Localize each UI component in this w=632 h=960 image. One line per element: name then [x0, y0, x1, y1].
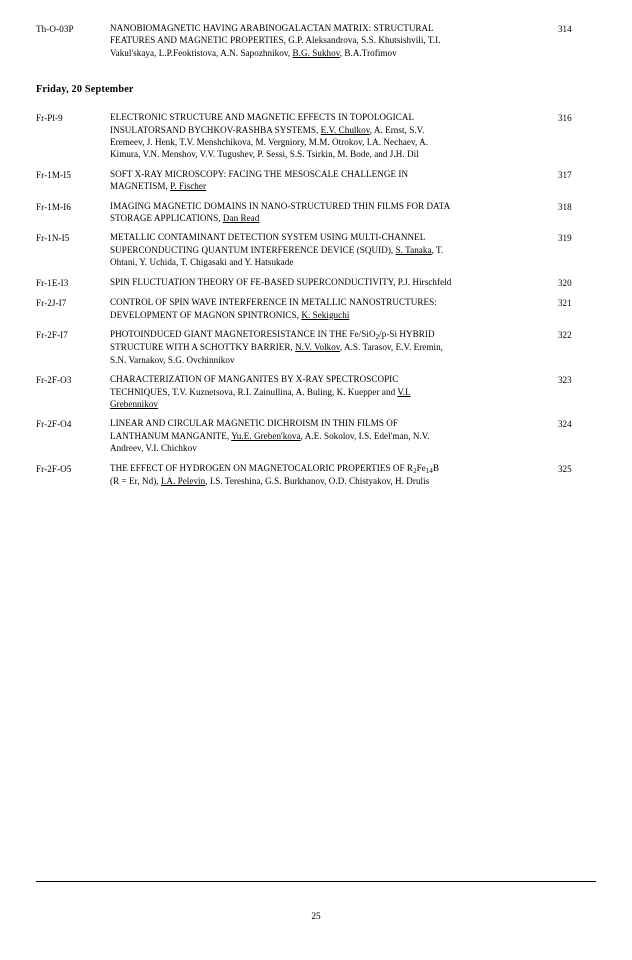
text-run: Andreev, V.I. Chichkov — [110, 443, 197, 454]
entry-code: Fr-1M-I5 — [36, 169, 71, 180]
text-run: DEVELOPMENT OF MAGNON SPINTRONICS, — [110, 309, 302, 320]
subscript-text: 14 — [425, 466, 433, 475]
author-underlined: B.G. Sukhov — [292, 47, 340, 58]
entry-title-line — [110, 462, 546, 475]
text-run: LINEAR AND CIRCULAR MAGNETIC DICHROISM IN THIN FILMS OF — [110, 418, 399, 429]
text-run: METALLIC CONTAMINANT DETECTION SYSTEM USING MULTI-CHANNEL — [110, 232, 426, 243]
text-run: CHARACTERIZATION OF MANGANITES BY X-RAY SPECTROSCOPIC — [110, 374, 399, 385]
entry-code: Fr-2F-O5 — [36, 463, 72, 474]
author-underlined: N.V. Volkov — [295, 342, 340, 353]
entry-title-line — [110, 168, 546, 180]
entry-code: Fr-2F-I7 — [36, 329, 68, 340]
text-run: ELECTRONIC STRUCTURE AND MAGNETIC EFFECTS IN TOPOLOGICAL — [110, 112, 415, 123]
text-run: /p-Si HYBRID — [379, 328, 435, 339]
entry-title — [110, 168, 558, 200]
entry-title-line — [110, 200, 546, 212]
entry-page-number: 323 — [558, 375, 572, 386]
entry-page-number: 314 — [558, 24, 572, 34]
entry-code: Fr-2F-O4 — [36, 419, 72, 430]
author-underlined: K. Sekiguchi — [301, 309, 350, 320]
text-run: INSULATORSAND BYCHKOV-RASHBA SYSTEMS, — [110, 124, 321, 135]
footer-divider — [36, 881, 596, 882]
author-underlined: P. Fischer — [170, 181, 207, 192]
text-run: CONTROL OF SPIN WAVE INTERFERENCE IN METALLIC NANOSTRUCTURES: — [110, 297, 437, 308]
text-run: LANTHANUM MANGANITE, — [110, 430, 232, 441]
text-run: , I.S. Tereshina, G.S. Burkhanov, O.D. Chistyakov, H. Drulis — [205, 475, 430, 486]
text-run: SUPERCONDUCTING QUANTUM INTERFERENCE DEVICE (SQUID), — [110, 244, 396, 255]
entry-code: Th-O-03P — [36, 24, 74, 34]
text-run: TECHNIQUES, T.V. Kuznetsova, R.I. Zainullina, A. Buling, K. Kuepper and — [110, 386, 398, 397]
table-row — [36, 417, 592, 461]
text-run: SOFT X-RAY MICROSCOPY: FACING THE MESOSCALE CHALLENGE IN — [110, 168, 409, 179]
table-row — [36, 328, 592, 373]
text-run: IMAGING MAGNETIC DOMAINS IN NANO-STRUCTURED THIN FILMS FOR DATA — [110, 200, 451, 211]
entry-title-line — [110, 231, 546, 243]
entry-title-line — [110, 276, 546, 288]
text-run: STORAGE APPLICATIONS, — [110, 213, 223, 224]
entry-page-number: 317 — [558, 169, 572, 180]
entry-page-number: 319 — [558, 233, 572, 244]
author-underlined: V.I. — [397, 386, 411, 397]
entry-title-line — [110, 354, 546, 366]
entry-title-line — [110, 417, 546, 429]
authors-plain: , B.A.Trofimov — [339, 47, 397, 58]
text-run: , A.S. Tarasov, E.V. Eremin, — [339, 342, 443, 353]
table-row — [36, 462, 592, 495]
text-run: PHOTOINDUCED GIANT MAGNETORESISTANCE IN THE Fe/SiO — [110, 328, 376, 339]
entry-code: Fr-Pl-9 — [36, 113, 63, 124]
entry-title-line — [110, 124, 546, 136]
entries-table — [36, 111, 592, 494]
entry-page-number: 321 — [558, 298, 572, 309]
table-row — [36, 111, 592, 168]
entry-title — [110, 200, 558, 232]
entry-title-line — [110, 398, 546, 410]
entry-title-line — [110, 475, 546, 487]
entry-page-number: 318 — [558, 201, 572, 212]
entry-title-line — [110, 309, 546, 321]
entry-title-line: NANOBIOMAGNETIC HAVING ARABINOGALACTAN MATRIX: STRUCTURAL — [110, 23, 434, 33]
entry-title — [110, 276, 558, 296]
entry-title-line — [110, 180, 546, 192]
entry-title-line — [110, 244, 546, 256]
entry-title — [110, 417, 558, 461]
entry-title-line — [110, 148, 546, 160]
entry-code: Fr-2J-I7 — [36, 298, 67, 309]
entry-title — [110, 111, 558, 168]
text-run: STRUCTURE WITH A SCHOTTKY BARRIER, — [110, 342, 296, 353]
subscript-text: 2 — [375, 332, 380, 341]
entry-code: Fr-2F-O3 — [36, 375, 72, 386]
table-row — [36, 276, 592, 296]
entry-title-line — [110, 442, 546, 454]
entry-title-line — [110, 373, 546, 385]
entry-title — [110, 373, 558, 417]
text-run: THE EFFECT OF HYDROGEN ON MAGNETOCALORIC PROPERTIES OF R — [110, 462, 414, 473]
entry-title-line — [110, 212, 546, 224]
entry-page-number: 322 — [558, 329, 572, 340]
text-run: Fe — [416, 462, 426, 473]
section-heading: Friday, 20 September — [36, 84, 134, 96]
entry-title — [110, 22, 558, 66]
entry-title-line — [110, 430, 546, 442]
entry-page-number: 320 — [558, 277, 572, 288]
entry-title — [110, 296, 558, 328]
entry-page-number: 324 — [558, 419, 572, 430]
authors-plain: Vakul'skaya, L.P.Feoktistova, A.N. Sapozhnikov, — [110, 47, 293, 58]
entry-title-line: FEATURES AND MAGNETIC PROPERTIES, G.P. Aleksandrova, S.S. Khutsishvili, T.I. — [110, 35, 441, 46]
text-run: , T. — [431, 244, 444, 255]
text-run: , A. Ernst, S.V. — [369, 124, 425, 135]
text-run: Eremeev, J. Henk, T.V. Menshchikova, M. Vergniory, M.M. Otrokov, I.A. Nechaev, A. — [110, 137, 429, 148]
text-run: SPIN FLUCTUATION THEORY OF FE-BASED SUPERCONDUCTIVITY, P.J. Hirschfeld — [110, 276, 452, 287]
entry-code: Fr-1E-I3 — [36, 277, 69, 288]
table-row — [36, 168, 592, 200]
entry-title-line — [110, 136, 546, 148]
entry-title-line — [110, 296, 546, 308]
table-row — [36, 22, 592, 66]
subscript-text: 2 — [413, 466, 417, 475]
entry-title — [110, 462, 558, 495]
author-underlined: Grebennikov — [110, 398, 159, 409]
entry-code: Fr-1M-I6 — [36, 201, 71, 212]
text-run: Kimura, V.N. Menshov, V.V. Tugushev, P. Sessi, S.S. Tsirkin, M. Bode, and J.H. Dil — [110, 149, 419, 160]
entry-title-line — [110, 341, 546, 353]
text-run: MAGNETISM, — [110, 181, 171, 192]
text-run: B — [432, 462, 440, 473]
entry-code: Fr-1N-I5 — [36, 233, 70, 244]
author-underlined: S. Tanaka — [395, 244, 432, 255]
table-row — [36, 231, 592, 275]
table-row — [36, 200, 592, 232]
entry-title-line — [110, 111, 546, 123]
first-entry-table — [36, 22, 592, 66]
text-run: Ohtani, Y. Uchida, T. Chigasaki and Y. Hatsukade — [110, 257, 294, 268]
text-run: , A.E. Sokolov, I.S. Edel'man, N.V. — [300, 430, 430, 441]
entry-page-number: 316 — [558, 113, 572, 124]
entry-title — [110, 328, 558, 373]
author-underlined: Yu.E. Greben'kova — [231, 430, 301, 441]
entry-title-line — [110, 386, 546, 398]
entry-title-line — [110, 328, 546, 341]
page-number: 25 — [311, 912, 321, 922]
entry-title — [110, 231, 558, 275]
author-underlined: E.V. Chulkov — [320, 124, 370, 135]
table-row — [36, 373, 592, 417]
author-underlined: I.A. Pelevin — [160, 475, 206, 486]
entry-authors-line — [110, 47, 546, 59]
entry-page-number: 325 — [558, 463, 572, 474]
table-row — [36, 296, 592, 328]
author-underlined: Dan Read — [222, 213, 260, 224]
text-run: S.N. Varnakov, S.G. Ovchinnikov — [110, 354, 235, 365]
entry-title-line — [110, 256, 546, 268]
text-run: (R = Er, Nd), — [110, 475, 161, 486]
